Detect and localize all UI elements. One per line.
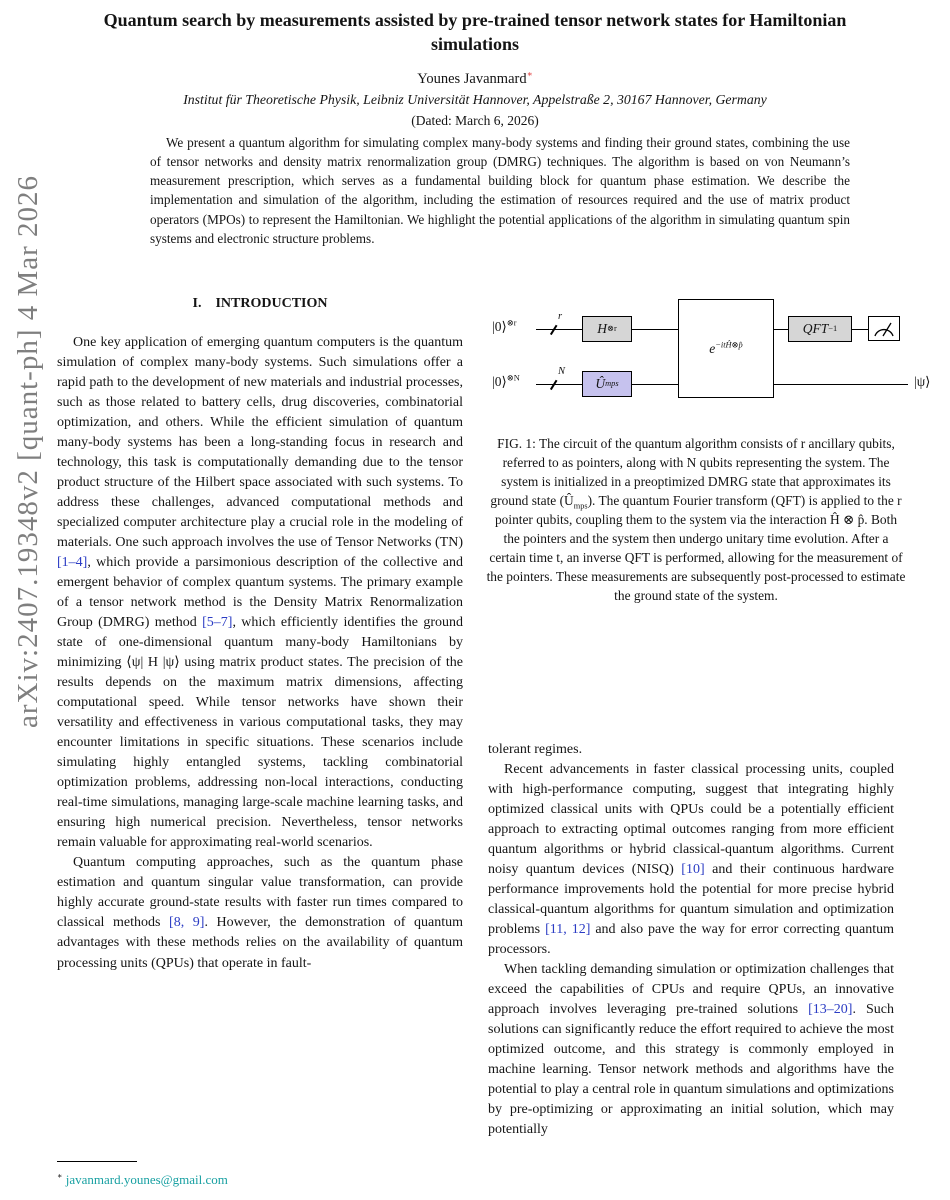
meter-glyph xyxy=(869,317,899,340)
ket-psi-output-base: |ψ⟩ xyxy=(914,374,931,389)
arxiv-watermark: arXiv:2407.19348v2 [quant-ph] 4 Mar 2026 xyxy=(12,174,44,728)
inverse-qft-label: QFT xyxy=(802,321,829,336)
author-line xyxy=(85,68,865,88)
abstract: We present a quantum algorithm for simulating complex many-body systems and finding their ground states, combining the use of tensor networks and density matrix renormalization group (DMRG) techniques. The algorithm is based on von Neumann’s measurement prescription, which serves as a fundamental building block for quantum phase estimation. We describe the implementation and simulation of the algorithm, including the estimation of resources required and the use of matrix product operators (MPOs) to represent the Hamiltonian. We highlight the potential applications of the algorithm in simulating quantum spin systems and electronic structure problems. xyxy=(150,135,850,246)
inverse-qft-gate: QFT −1 xyxy=(788,316,852,342)
citation-link[interactable]: [5–7] xyxy=(202,615,233,631)
citation-link[interactable]: [10] xyxy=(681,862,705,878)
paper-header xyxy=(85,8,865,129)
email-link[interactable]: javanmard.younes@gmail.com xyxy=(65,1172,228,1187)
hadamard-gate-label: H xyxy=(597,321,607,336)
evolution-base: e xyxy=(709,340,716,356)
right-paragraph-1: Recent advancements in faster classical processing units, coupled with high-performance computing, suggest that integrating highly optimized classical units with QPUs could be a potentially efficient approach to extracting optimal outcomes ranging from more efficient quantum algorithms or hybrid classical-quantum algorithms. Current noisy quantum devices (NISQ) [10] and their continuous hardware performance improvements hold the potential for more precise hybrid classical-quantum algorithms for quantum simulation and optimization problems [11, 12] and also pave the way for error correcting quantum processors. xyxy=(488,762,894,958)
paper-title: Quantum search by measurements assisted by pre-trained tensor network states for Hamiltonian simulations xyxy=(103,10,847,55)
affiliation: Institut für Theoretische Physik, Leibniz Universität Hannover, Appelstraße 2, 30167 Hannover, Germany xyxy=(183,91,767,107)
time-evolution-gate xyxy=(678,299,774,398)
umps-gate: Û mps xyxy=(582,371,632,397)
continuation-paragraph: tolerant regimes. xyxy=(488,742,583,757)
left-column xyxy=(57,290,463,974)
evolution-exponent: −itĤ⊗p̂ xyxy=(715,340,743,349)
intro-paragraph-1: One key application of emerging quantum computers is the quantum simulation of complex many-body systems. Such simulations offer a rapid path to the development of new materials and industrial processes, such as those related to battery cells, drug discoveries, combinatorial optimization, and others. While the efficient simulation of quantum many-body systems has been a long-standing focus in research and technology, this task is computationally demanding due to the tensor product structure of the Hilbert space associated with such systems. To address these challenges, advanced computational methods and specialized computer architecture play a crucial role in the modeling of materials. One such approach involves the use of Tensor Networks (TN) [1–4], which provide a parsimonious description of the collective and emergent behavior of complex quantum systems. The primary example of a tensor network method is the Density Matrix Renormalization Group (DMRG) method [5–7], which efficiently identifies the ground state of one-dimensional quantum many-body Hamiltonians by minimizing ⟨ψ| H |ψ⟩ using matrix product states. The precision of the results depends on the maximum matrix dimensions, affecting computational speed. While tensor networks have shown their versatility and effectiveness in various computational tasks, they may encounter limitations in specific situations. These scenarios include simulating highly entangled systems, tackling combinatorial optimization problems, addressing non-local interactions, conducting real-time simulations, managing large-scale machine learning tasks, and ensuring high numerical precision. Nevertheless, tensor networks remain valuable for approximating real-world scenarios. xyxy=(57,335,463,851)
ket-zero-pointers-sup: ⊗r xyxy=(506,318,517,328)
ket-zero-system-base: |0⟩ xyxy=(492,374,507,389)
right-column xyxy=(488,740,894,1140)
ket-psi-output xyxy=(914,374,930,390)
footnote-mark: ∗ xyxy=(57,1171,63,1181)
author-name: Younes Javanmard xyxy=(417,70,527,87)
citation-link[interactable]: [13–20] xyxy=(808,1002,853,1018)
ket-zero-pointers-base: |0⟩ xyxy=(492,319,507,334)
ket-zero-system-sup: ⊗N xyxy=(506,373,520,383)
right-paragraph-2: When tackling demanding simulation or optimization challenges that exceed the capabilities of CPUs and require QPUs, an innovative approach involves leveraging pre-trained solutions [13–20]. Such solutions can significantly reduce the effort required to achieve the most optimized outcome, and this strategy is commonly employed in machine learning. Tensor network methods and algorithms have the potential to play a central role in quantum simulations and optimizations by pre-optimizing or approximating an initial solution, which may potentially xyxy=(488,962,894,1138)
citation-link[interactable]: [1–4] xyxy=(57,555,88,571)
umps-gate-label: Û xyxy=(595,376,606,391)
ket-zero-pointers xyxy=(492,319,517,335)
date-line: (Dated: March 6, 2026) xyxy=(411,112,539,128)
author-footnote-mark[interactable]: ∗ xyxy=(526,68,533,79)
intro-paragraph-2: Quantum computing approaches, such as the quantum phase estimation and quantum singular value transformation, can provide highly accurate ground-state results with faster run times compared to classical methods [8, 9]. However, the demonstration of quantum advantages with these methods relies on the availability of quantum processing units (QPUs) that operate in fault- xyxy=(57,855,464,971)
wire-count-r: r xyxy=(558,311,563,322)
figure-1-circuit xyxy=(490,292,942,420)
wire-count-n: N xyxy=(558,366,566,377)
footnote-rule xyxy=(57,1161,137,1162)
ket-zero-system xyxy=(492,374,520,390)
citation-link[interactable]: [8, 9] xyxy=(169,915,205,931)
measurement-meter-icon xyxy=(868,316,900,341)
footnote xyxy=(57,1172,228,1188)
citation-link[interactable]: [11, 12] xyxy=(545,922,591,938)
section-heading-introduction: I. INTRODUCTION xyxy=(192,296,328,311)
figure-1-caption: FIG. 1: The circuit of the quantum algorithm consists of r ancillary qubits, referred to as pointers, along with N qubits representing the system. The system is initialized in a preoptimized DMRG state that approximates its ground state $(Û_{mps})$. The quantum Fourier transform (QFT) is applied to the r pointer qubits, coupling them to the system via the interaction Ĥ ⊗ p̂. Both the pointers and the system then undergo unitary time evolution. After a certain time t, an inverse QFT is performed, allowing for the measurement of the pointers. These measurements are subsequently post-processed to estimate the ground state of the system. xyxy=(486,436,906,604)
hadamard-gate: H ⊗r xyxy=(582,316,632,342)
